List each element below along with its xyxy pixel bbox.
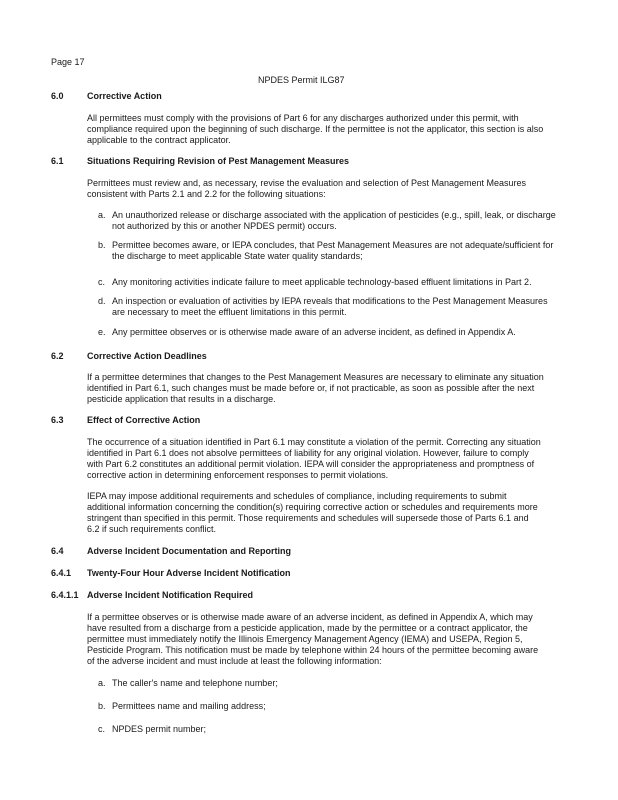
paragraph-line: pesticide application that results in a discharge. [87, 394, 276, 404]
section-heading: Effect of Corrective Action [87, 415, 201, 425]
list-item-line: Permittee becomes aware, or IEPA concludes, that Pest Management Measures are not adequate/sufficient for [112, 240, 554, 250]
list-letter: b. [98, 240, 106, 250]
paragraph-line: If a permittee observes or is otherwise made aware of an adverse incident, as defined in Appendix A, which may [87, 612, 533, 622]
section-number: 6.1 [51, 156, 64, 166]
list-letter: a. [98, 678, 106, 688]
section-heading: Adverse Incident Notification Required [87, 590, 254, 600]
paragraph-line: The occurrence of a situation identified in Part 6.1 may constitute a violation of the permit. Correcting any situation [87, 437, 541, 447]
section-number: 6.3 [51, 415, 64, 425]
paragraph-line: of the adverse incident and must include at least the following information: [87, 656, 382, 666]
list-item-line: NPDES permit number; [112, 724, 207, 734]
section-heading: Corrective Action [87, 91, 162, 101]
section-number: 6.4.1.1 [51, 590, 79, 600]
list-letter: e. [98, 327, 106, 337]
section-number: 6.0 [51, 91, 64, 101]
document-header: NPDES Permit ILG87 [258, 75, 345, 85]
paragraph-line: All permittees must comply with the provisions of Part 6 for any discharges authorized under this permit, with [87, 113, 519, 123]
paragraph-line: have resulted from a discharge from a pesticide application, made by the permittee or a contract applicator, the [87, 623, 528, 633]
section-heading: Twenty-Four Hour Adverse Incident Notification [87, 568, 291, 578]
section-heading: Adverse Incident Documentation and Reporting [87, 546, 292, 556]
paragraph-line: If a permittee determines that changes to the Pest Management Measures are necessary to eliminate any situation [87, 372, 544, 382]
list-item-line: Permittees name and mailing address; [112, 701, 266, 711]
paragraph-line: stringent than specified in this permit. Those requirements and schedules will supersede those of Parts 6.1 and [87, 513, 529, 523]
section-heading: Situations Requiring Revision of Pest Management Measures [87, 156, 350, 166]
list-item-line: not authorized by this or another NPDES permit) occurs. [112, 221, 337, 231]
list-item-line: An unauthorized release or discharge associated with the application of pesticides (e.g., spill, leak, or discharge [112, 210, 556, 220]
paragraph-line: 6.2 if such requirements conflict. [87, 524, 217, 534]
paragraph-line: applicable to the contract applicator. [87, 135, 231, 145]
paragraph-line: IEPA may impose additional requirements and schedules of compliance, including requirements to submit [87, 491, 507, 501]
paragraph-line: permittee must immediately notify the Illinois Emergency Management Agency (IEMA) and USEPA, Region 5, [87, 634, 523, 644]
list-item-line: are necessary to meet the effluent limitations in this permit. [112, 307, 347, 317]
paragraph-line: corrective action in determining enforcement responses to permit violations. [87, 470, 389, 480]
page-number: Page 17 [51, 57, 85, 67]
list-item-line: Any monitoring activities indicate failure to meet applicable technology-based effluent limitations in Part 2. [112, 277, 532, 287]
list-item-line: The caller's name and telephone number; [112, 678, 278, 688]
list-letter: d. [98, 296, 106, 306]
section-number: 6.2 [51, 351, 64, 361]
paragraph-line: identified in Part 6.1 does not absolve permittees of liability for any original violation. However, failure to comply [87, 448, 529, 458]
list-item-line: An inspection or evaluation of activities by IEPA reveals that modifications to the Pest Management Measures [112, 296, 548, 306]
paragraph-line: compliance required upon the beginning of such discharge. If the permittee is not the applicator, this section is also [87, 124, 544, 134]
paragraph-line: additional information concerning the condition(s) requiring corrective action or schedules and requirements more [87, 502, 538, 512]
section-number: 6.4.1 [51, 568, 72, 578]
section-number: 6.4 [51, 546, 64, 556]
list-letter: a. [98, 210, 106, 220]
paragraph-line: with Part 6.2 constitutes an additional permit violation. IEPA will consider the appropriateness and promptness of [87, 459, 535, 469]
section-heading: Corrective Action Deadlines [87, 351, 207, 361]
list-item-line: Any permittee observes or is otherwise made aware of an adverse incident, as defined in Appendix A. [112, 327, 516, 337]
paragraph-line: Permittees must review and, as necessary, revise the evaluation and selection of Pest Management Measures [87, 178, 527, 188]
paragraph-line: identified in Part 6.1, such changes must be made before or, if not practicable, as soon as possible after the next [87, 383, 535, 393]
list-item-line: the discharge to meet applicable State water quality standards; [112, 251, 363, 261]
paragraph-line: consistent with Parts 2.1 and 2.2 for the following situations: [87, 189, 326, 199]
list-letter: c. [98, 724, 106, 734]
list-letter: b. [98, 701, 106, 711]
list-letter: c. [98, 277, 106, 287]
paragraph-line: Pesticide Program. This notification must be made by telephone within 24 hours of the permittee becoming aware [87, 645, 539, 655]
